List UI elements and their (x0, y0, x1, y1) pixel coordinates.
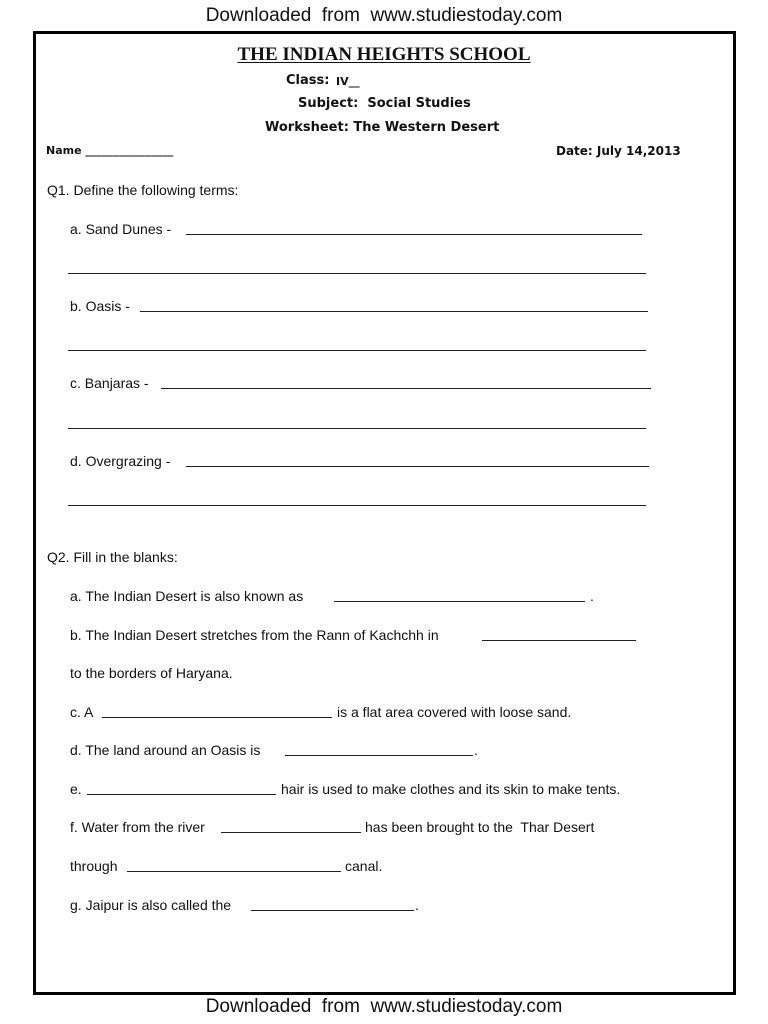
answer-line (68, 505, 646, 506)
answer-line (68, 350, 646, 351)
q2-f-continued: through (70, 858, 118, 874)
q2-f-end: canal. (345, 858, 383, 874)
answer-line (161, 388, 651, 389)
blank-line (102, 717, 332, 718)
q2-f-text: f. Water from the river (70, 819, 205, 835)
blank-line (334, 601, 585, 602)
q2-b-continued: to the borders of Haryana. (70, 665, 233, 681)
q2-g-text: g. Jaipur is also called the (70, 897, 232, 913)
q2-e-start: e. (70, 781, 82, 797)
blank-line (87, 794, 276, 795)
answer-line (68, 428, 646, 429)
q2-b-text: b. The Indian Desert stretches from the Rann of Kachchh in (70, 627, 439, 643)
q1-item-d: d. Overgrazing - (70, 453, 171, 469)
name-field: Name ________________ (46, 144, 174, 157)
q2-a-text: a. The Indian Desert is also known as (70, 588, 304, 604)
q2-f-text-2: has been brought to the Thar Desert (365, 819, 595, 835)
subject-label: Subject: Social Studies (298, 96, 471, 111)
q2-d-text: d. The land around an Oasis is (70, 742, 261, 758)
blank-line (285, 755, 473, 756)
q2-e-text: hair is used to make clothes and its skin to make tents. (281, 781, 621, 797)
answer-line (186, 466, 649, 467)
blank-line (221, 832, 361, 833)
worksheet-frame (33, 31, 736, 995)
answer-line (140, 311, 648, 312)
q1-heading: Q1. Define the following terms: (47, 182, 239, 198)
q1-item-a: a. Sand Dunes - (70, 221, 172, 237)
answer-line (68, 273, 646, 274)
date-label: Date: July 14,2013 (556, 144, 681, 158)
class-value: IV__ (336, 75, 360, 88)
q2-c-text: is a flat area covered with loose sand. (337, 704, 572, 720)
download-banner-top: Downloaded from www.studiestoday.com (205, 5, 563, 26)
q2-d-end: . (474, 742, 478, 758)
q2-a-end: . (590, 588, 594, 604)
q1-item-c: c. Banjaras - (70, 375, 149, 391)
q2-g-end: . (415, 897, 419, 913)
q1-item-b: b. Oasis - (70, 298, 130, 314)
q2-heading: Q2. Fill in the blanks: (47, 549, 178, 565)
blank-line (251, 910, 414, 911)
class-label: Class: (286, 73, 330, 88)
q2-c-start: c. A (70, 704, 94, 720)
blank-line (482, 640, 636, 641)
school-title: THE INDIAN HEIGHTS SCHOOL (237, 44, 531, 65)
download-banner-bottom: Downloaded from www.studiestoday.com (205, 996, 563, 1017)
blank-line (127, 871, 341, 872)
worksheet-title: Worksheet: The Western Desert (265, 120, 500, 135)
answer-line (186, 234, 642, 235)
